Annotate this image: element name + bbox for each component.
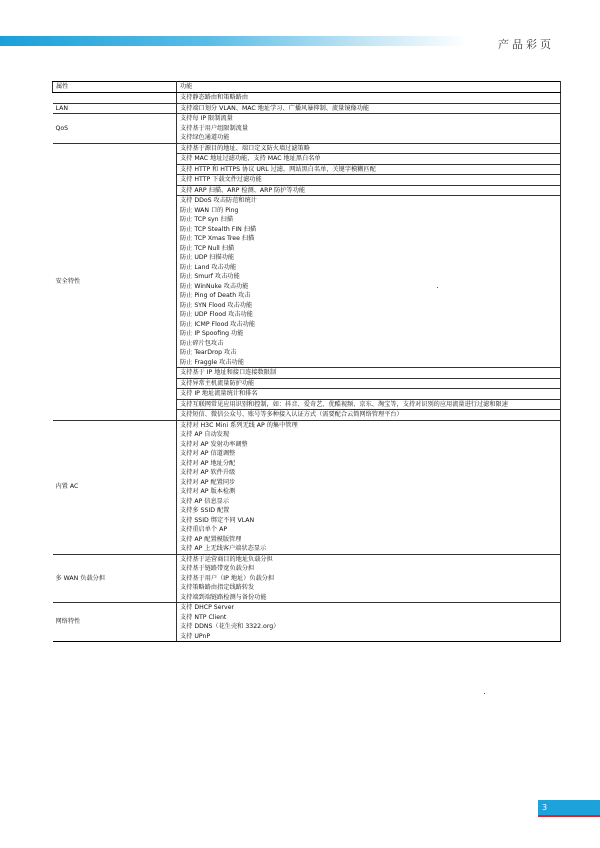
feature-cell [177, 410, 561, 421]
category-cell: 内置 AC [53, 420, 177, 554]
feature-line: 支持重启单个 AP [180, 526, 228, 533]
feature-line: 支持异常主机流量防护功能 [180, 379, 255, 387]
feature-cell [177, 103, 561, 114]
table-body [53, 93, 561, 642]
feature-cell [177, 603, 561, 642]
feature-line: 支持静态路由和策略路由 [180, 94, 249, 101]
page-number: 3 [538, 800, 600, 815]
feature-cell [177, 420, 561, 554]
feature-line: 支持基于 IP 地址和接口连接数限制 [180, 369, 277, 376]
feature-line: 支持 AP 自动发现 [180, 431, 230, 438]
category-cell: 多 WAN 负载分担 [53, 554, 177, 603]
category-cell: 安全特性 [53, 143, 177, 420]
feature-line: 防止 Smurf 攻击功能 [180, 273, 240, 280]
feature-cell [177, 143, 561, 154]
feature-line: 支持对 AP 配置同步 [180, 478, 236, 486]
feature-line: 支持基于运营商目的地址负载分担 [180, 555, 273, 563]
feature-line: 防止 Fraggle 攻击功能 [180, 358, 244, 366]
feature-line: 支持 DDoS 攻击防范和统计 [180, 197, 257, 204]
feature-line: 支持 AP 配置模版管理 [180, 535, 242, 543]
header-function: 功能 [177, 82, 561, 93]
feature-line: 防止 UDP 扫描功能 [180, 254, 235, 261]
feature-line: 支持 DHCP Server [180, 604, 235, 611]
feature-cell [177, 368, 561, 379]
feature-line: 防止 SYN Flood 攻击功能 [180, 301, 253, 309]
feature-line: 支持基于用户（IP 地址）负载分担 [180, 574, 275, 582]
feature-cell [177, 114, 561, 144]
feature-line: 支持 IP 地址流量统计和排名 [180, 390, 258, 397]
feature-line: 支持 ARP 扫描、ARP 检测、ARP 防护等功能 [180, 186, 306, 194]
feature-line: 防止 TCP syn 扫描 [180, 216, 233, 223]
feature-line: 支持策略路由指定线路转发 [180, 584, 255, 591]
feature-line: 支持 NTP Client [180, 613, 227, 621]
feature-line: 支持对 AP 地址分配 [180, 459, 236, 467]
feature-line: 防止 IP Spoofing 功能 [180, 330, 244, 337]
feature-line: 支持 AP 信息显示 [180, 497, 230, 505]
header-attribute: 属性 [53, 82, 177, 93]
feature-line: 支持对 AP 版本检测 [180, 488, 236, 495]
table-row [53, 554, 561, 603]
table-row [53, 420, 561, 554]
feature-cell [177, 185, 561, 196]
feature-line: 防止 Ping of Death 攻击 [180, 292, 251, 299]
feature-line: 防止 ICMP Flood 攻击功能 [180, 320, 256, 328]
feature-line: 支持对 H3C Mini 系列无线 AP 的集中管理 [180, 421, 298, 429]
feature-line: 支持 SSID 绑定不同 VLAN [180, 516, 255, 524]
category-cell [53, 93, 177, 104]
feature-line: 支持 MAC 地址过滤功能，支持 MAC 地址黑白名单 [180, 155, 321, 162]
feature-line: 防止 WinNuke 攻击功能 [180, 282, 249, 290]
category-cell: 网络特性 [53, 603, 177, 642]
feature-line: 防止 WAN 口的 Ping [180, 206, 239, 214]
feature-line: 支持对 AP 信道调整 [180, 450, 236, 457]
feature-cell [177, 154, 561, 165]
feature-line: 支持端口划分 VLAN、MAC 地址学习、广播风暴抑制、流量镜像功能 [180, 104, 370, 112]
feature-line: 支持 HTTP 下载文件过滤功能 [180, 176, 262, 183]
page-header-title: 产品彩页 [498, 38, 554, 51]
feature-cell [177, 93, 561, 104]
table-row [53, 603, 561, 642]
table-row [53, 114, 561, 144]
feature-line: 支持 HTTP 和 HTTPS 协议 URL 过滤，网站黑白名单，关键字模糊匹配 [180, 165, 376, 173]
feature-cell [177, 389, 561, 400]
stray-dot [484, 693, 485, 694]
feature-line: 支持基于链路带宽负载分担 [180, 565, 255, 572]
feature-line: 支持多 SSID 配置 [180, 507, 230, 514]
category-cell: QoS [53, 114, 177, 144]
table-row [53, 93, 561, 104]
feature-line: 防止碎片包攻击 [180, 339, 224, 347]
feature-line: 支持互联网常见应用识别和控制，如：抖音、爱奇艺、优酷视频、京东、淘宝等，支持对识别的应用流量进行过滤和限速 [180, 400, 508, 408]
feature-line: 支持 DDNS（花生壳和 3322.org） [180, 623, 280, 630]
feature-line: 支持短信、微信公众号、账号等多种接入认证方式（需要配合云简网络管理平台） [180, 411, 403, 418]
feature-line: 支持每 IP 限制流量 [180, 115, 233, 122]
stray-dot [437, 287, 438, 288]
feature-line: 防止 TCP Stealth FIN 扫描 [180, 225, 257, 233]
category-cell: LAN [53, 103, 177, 114]
feature-line: 支持 UPnP [180, 632, 211, 640]
feature-line: 支持基于源目的地址、端口定义防火墙过滤策略 [180, 144, 310, 152]
feature-cell [177, 399, 561, 410]
page-number-stripe [538, 815, 600, 817]
feature-cell [177, 196, 561, 368]
feature-line: 支持对 AP 软件升级 [180, 469, 236, 476]
feature-line: 支持绿色通道功能 [180, 134, 230, 141]
feature-line: 防止 TearDrop 攻击 [180, 349, 237, 356]
feature-line: 支持端到端链路检测与备份功能 [180, 593, 267, 601]
feature-line: 支持基于用户组限制流量 [180, 124, 249, 132]
table-row [53, 143, 561, 154]
feature-line: 防止 Land 攻击功能 [180, 263, 237, 271]
table-row [53, 103, 561, 114]
feature-line: 防止 TCP Xmas Tree 扫描 [180, 235, 255, 242]
spec-table [52, 81, 561, 642]
feature-line: 防止 UDP Flood 攻击功能 [180, 311, 253, 318]
feature-cell [177, 175, 561, 186]
feature-line: 支持对 AP 发射功率调整 [180, 440, 248, 448]
table-header-row [53, 82, 561, 93]
feature-cell [177, 554, 561, 603]
feature-line: 防止 TCP Null 扫描 [180, 244, 235, 252]
feature-cell [177, 164, 561, 175]
feature-cell [177, 378, 561, 389]
feature-line: 支持 AP 上无线客户端状态显示 [180, 545, 267, 552]
